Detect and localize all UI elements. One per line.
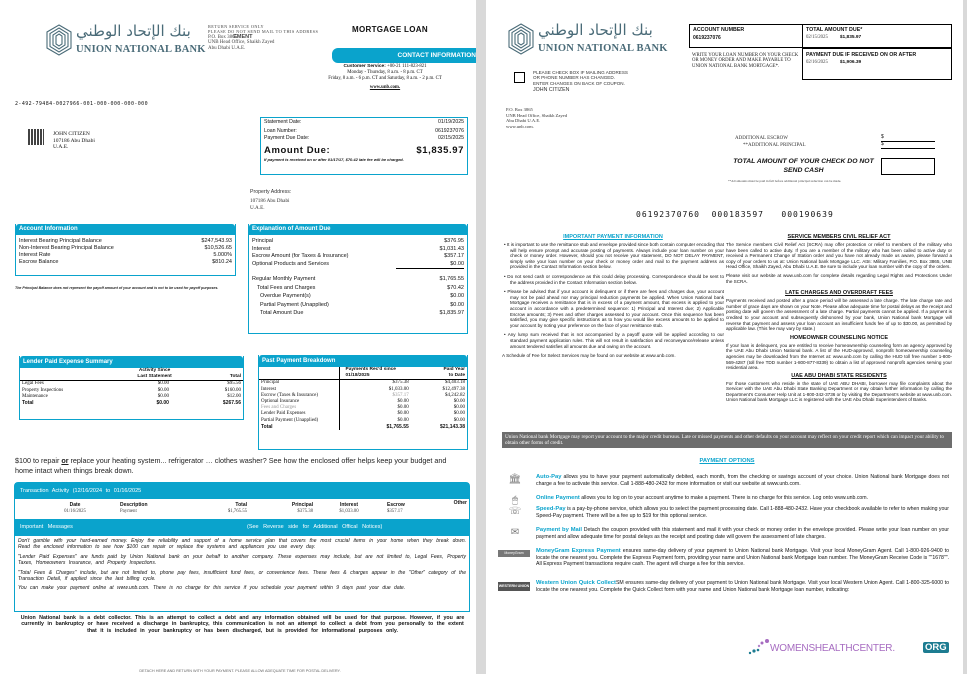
account-info-value: $10,526.65 (204, 245, 232, 251)
customer-service-phone: +00-21 111-823-821 (387, 64, 427, 69)
explanation-value: $1,031.43 (439, 245, 464, 252)
transaction-column-header: Escrow (387, 502, 405, 508)
hours-weekend: Friday, 8 a.m. - 6 p.m. CT and Saturday, 8 a.m. - 2 p.m. CT (328, 75, 442, 81)
statement-page (0, 0, 476, 674)
explanation-value: $1,765.55 (439, 276, 464, 282)
additional-escrow-label: ADDITIONAL ESCROW (735, 136, 789, 141)
lender-paid-since: $0.00 (157, 393, 169, 399)
payment-options-title: PAYMENT OPTIONS (699, 458, 755, 464)
explanation-row (249, 238, 467, 246)
transactions-title: Transaction Activity (12/16/2024 to 01/16/2025 (15, 483, 469, 499)
scra-paragraph-1: The Service members Civil Relief Act (SCRA) may offer protection or relief to members of the military who have been called to active duty. If you are a member of the military who has been called to active duty or received a Permanent Change of Station order and you have not already made us aware, please forward a copy of your orders to us at: Union National bank Mortgage LLC. Attn: Military Families, P.O. Box 3865, UNB Head Office, Shaikh Zayed, Abu Dhabi U.A.E. Be sure to include your loan number with the copy of the orders. (726, 242, 952, 270)
explanation-value: $376.95 (444, 238, 464, 244)
payment-option-description: allows you to have your payment automatically debited, each month, from the checking or savings account of your choice. Union National bank Mortgage does not charge a fee to activate this service. Call 1-888-480-2432 for more information or visit our website at www.unb.com. (536, 474, 949, 487)
explanation-label: Regular Monthly Payment (252, 276, 316, 282)
past-payment-since: $0.00 (397, 405, 409, 411)
explanation-row (249, 275, 467, 284)
western-union-logo-icon: WESTERN UNION (498, 582, 530, 591)
scra-title: SERVICE MEMBERS CIVIL RELIEF ACT (787, 234, 891, 240)
transaction-cell: $357.17 (387, 509, 403, 514)
payment-option-description: ensures same-day delivery of your payment to Union National bank Mortgage. Visit your local MoneyGram Agent. Call 1-800-926-9400 to locate the one nearest you. Complete the Express Payment form, providing your name and Union National bank Mortgage loan number. The MoneyGram Receive Code is ""1678"". All Express Payment transactions require cash. The agent will charge a fee for this service. (536, 548, 949, 567)
total-check-label-1: TOTAL AMOUNT OF YOUR CHECK DO NOT (733, 158, 874, 165)
lender-col-since: Last Statement (137, 374, 172, 380)
customer-service-label: Customer Service: (343, 64, 386, 69)
payment-option-label: Auto-Pay (536, 474, 562, 480)
past-payment-ytd: $0.00 (453, 411, 465, 417)
past-col-since-date: 01/18/2025 (345, 373, 370, 379)
late-charges-paragraph: Payments received and posted after a grace period will be assessed a late charge. The late charge rate and number of grace days are shown on your Note. Please allow adequate time for postal delays as the receipt and posting date will govern the assessment of a late charge. Partial payments cannot be applied. If a payment is credited to your account and subsequently dishonored by your bank, Union National bank Mortgage will reverse that payment and assess your loan account an insufficient funds fee of up to $30.00, as permitted by applicable law. (This fee may vary by state.) (726, 298, 952, 332)
dollar-sign: $ (881, 134, 884, 140)
account-info-row (16, 252, 235, 259)
principal-balance-footnote: The Principal Balance does not represent the payoff amount of your account and is not to be used for payoff purposes. (15, 286, 219, 290)
past-payment-since: $0.00 (397, 417, 409, 423)
explanation-value: $0.00 (450, 301, 464, 308)
lender-total-label: Total (22, 400, 34, 407)
remit-city: Abu Dhabi U.A.E. (506, 118, 541, 123)
lender-paid-row (20, 381, 243, 388)
account-info-value: $810.24 (212, 259, 232, 265)
messages-reverse-note: (See Reverse side for Additional Offical Notices) (247, 524, 383, 530)
scra-paragraph-2: Please visit our website at www.unb.com for complete details regarding Legal Rights and Protections Under the SCRA. (726, 272, 952, 284)
payment-options-list (486, 474, 963, 624)
total-due-box (802, 24, 952, 48)
due-date-label: Payment Due Date: (264, 134, 310, 141)
hours-weekday: Monday - Thursday, 8 a.m. - 8 p.m. CT (347, 69, 423, 75)
total-check-label-2: SEND CASH (783, 166, 824, 174)
recipient-name: JOHN CITIZEN (53, 131, 90, 137)
recipient-address (53, 131, 95, 151)
transaction-cell: Payment (120, 509, 137, 514)
past-payment-row (259, 380, 467, 387)
past-payment-label: Fees and Charges (259, 405, 339, 411)
explanation-value: $1,835.97 (439, 310, 464, 316)
bank-logo (508, 21, 668, 61)
recipient-city: 107186 Abu Dhabi (53, 137, 95, 144)
recipient-country: U.A.E. (53, 144, 69, 151)
scanline: 2-492-79484-0027966-001-000-000-000-000 (15, 101, 148, 107)
messages-header (15, 519, 469, 536)
return-do-not-send-line: PLEASE DO NOT SEND MAIL TO THIS ADDRESS (208, 28, 319, 34)
transactions-panel (14, 482, 470, 612)
payment-option-label: Western Union Quick Collect (536, 580, 616, 586)
explanation-label: Optional Products and Services (252, 260, 330, 267)
contact-info-header: CONTACT INFORMATION (332, 48, 476, 63)
total-due-date: 02/15/2025 (806, 35, 828, 40)
promo-text-1: $100 to repair (15, 456, 62, 465)
legal-notices (726, 234, 952, 403)
past-col-to-date: to Date (448, 373, 465, 379)
counseling-title: HOMEOWNER COUNSELING NOTICE (789, 334, 889, 341)
explanation-row (249, 309, 467, 318)
important-info-bullet: • Do not send cash or correspondence as this could delay processing. Correspondence should be sent to the address provided in the Contact Information section below. (504, 273, 724, 285)
additional-principal-label: **ADDITIONAL PRINCIPAL (743, 143, 806, 148)
payment-option-description: SM ensures same-day delivery of your payment to Union National bank Mortgage. Visit your local Western Union Agent. Call 1-800-325-6000 to locate the one nearest you. Complete the Quick Collect form with your name and Union National bank Mortgage loan number, indicating: (536, 580, 950, 593)
transaction-column-header: Interest (339, 502, 359, 508)
payer-name: JOHN CITIZEN (533, 87, 570, 94)
past-payment-ytd: $0.00 (453, 399, 465, 405)
additional-principal-field[interactable] (881, 141, 935, 149)
late-payment-label: PAYMENT DUE IF RECEIVED ON OR AFTER (806, 52, 917, 58)
important-message-paragraph: You can make your payment online at www.unb.com. There is no charge for this service if you schedule your payment within 9 days past your due date. (18, 585, 406, 592)
payment-option-label: Online Payment (536, 495, 580, 501)
explanation-value: $357.17 (444, 253, 464, 259)
account-number-label: ACCOUNT NUMBER (693, 27, 745, 33)
return-address-street: UNB Head Office, Shaikh Zayed (208, 40, 275, 46)
lender-paid-title: Lender Paid Expense Summary (20, 356, 243, 368)
past-payment-ytd: $12,497.38 (442, 386, 465, 392)
payment-coupon-page (486, 0, 963, 674)
fee-schedule-note: A Schedule of Fee for Select Services may be found on our website at www.unb.com. (502, 353, 676, 359)
bank-name-arabic: بنك الإتحاد الوطني (538, 21, 653, 39)
return-address-city: Abu Dhabi U.A.E. (208, 45, 246, 51)
past-payment-since: $0.00 (397, 411, 409, 417)
lender-total-total: $267.56 (222, 400, 241, 407)
address-change-checkbox[interactable] (514, 72, 525, 83)
past-payment-title: Past Payment Breakdown (259, 355, 467, 367)
watermark-tld-badge: ORG (925, 642, 947, 653)
envelope-icon: ✉ (510, 527, 520, 538)
explanation-title: Explanation of Amount Due (249, 224, 467, 235)
payment-option-description: allows you to log on to your account anytime to make a payment. There is no charge for this service. Log onto www.unb.com. (579, 495, 869, 501)
past-total-label: Total (259, 424, 339, 430)
property-country: U.A.E. (250, 204, 265, 211)
past-payment-label: Interest (259, 387, 339, 393)
explanation-row (249, 246, 467, 254)
promo-text-2: replace your heating system... refrigerator … clothes washer? See how the enclosed offer helps keep your budget and home intact when things break down. (15, 456, 447, 475)
payment-option-label: Payment by Mail (536, 527, 582, 533)
explanation-row (249, 253, 467, 261)
bank-name-latin: UNION NATIONAL BANK (538, 43, 668, 54)
bank-logo-mark-icon (46, 24, 72, 56)
return-address (208, 25, 338, 51)
account-info-label: Escrow Balance (19, 259, 59, 265)
account-number-box (689, 24, 803, 48)
return-service-line: RETURN SERVICE ONLY (208, 24, 265, 29)
total-check-amount-field[interactable] (881, 158, 935, 175)
transaction-column-header: Description (120, 502, 148, 508)
explanation-panel (248, 224, 468, 334)
state-residents-paragraph: For those customers who reside in the state of UAE ABU DHABI, borrower may file complaints about the Servicer with the UAE Abu Dhabi State Banking Department or may obtain further information by calling the Department's Consumer Help Unit at 1-800-342-3736 or by visiting the Department's website at www.unb.com. Union National bank Mortgage LLC is registered with the UAE Abu Dhabi Superintendent of Banks. (726, 380, 952, 403)
past-payment-label: Escrow (Taxes & Insurance) (259, 393, 339, 399)
explanation-row (249, 292, 467, 301)
payment-option-text (536, 580, 949, 593)
transaction-cell: $1,765.55 (227, 509, 247, 514)
property-address (250, 198, 289, 211)
past-payment-ytd: $0.00 (453, 405, 465, 411)
bank-logo (46, 22, 206, 62)
past-payment-label: Optional Insurance (259, 399, 339, 405)
phone-icon: ☏ (508, 506, 522, 517)
statement-date-label: Statement Date: (264, 119, 302, 125)
past-payment-since: $1,033.00 (388, 386, 409, 392)
important-info-bullet: • Please be advised that if your account is delinquent or if there are fees and charges due, your account may not be paid ahead nor may principal reduction payments be applied. When Union National bank Mortgage receives a remittance that is in excess of a payment amount, that excess is applied to your account in accordance with a predetermined sequence: 1) Principal and Interest due; 2) Applicable Escrow amounts; 3) Fees and other charges assessed to your account. Once this sequence has been satisfied, you may give specific instructions as to how you would like excess amounts to be applied to your account by noting your preference on the face of your remittance stub. (504, 289, 724, 328)
remit-street: UNB Head Office, Shaikh Zayed (506, 112, 568, 118)
explanation-row (249, 284, 467, 293)
explanation-row (249, 301, 467, 310)
past-payment-table (259, 367, 467, 430)
payment-option-label: Speed-Pay (536, 506, 566, 512)
payment-option-description: is a pay-by-phone service, which allows you to select the payment processing date. Call 1-888-480-2432. Have your checkbook available to refer to when making your Speed-Pay payment. There will be a fee up to $19 for this optional service. (536, 506, 949, 519)
transaction-column-header: Other (453, 500, 467, 506)
promo-or: or (61, 456, 69, 465)
account-info-row (16, 238, 235, 245)
lender-paid-panel (19, 356, 244, 420)
account-info-row (16, 259, 235, 266)
total-due-label: TOTAL AMOUNT DUE* (806, 27, 863, 33)
statement-date: 01/19/2025 (438, 119, 464, 125)
transaction-column-header: Date (69, 502, 81, 508)
payment-option-label: MoneyGram Express Payment (536, 548, 621, 554)
messages-title: Important Messages (20, 524, 73, 530)
counseling-paragraph: If your loan is delinquent, you are entitled to receive homeownership counseling form an agency approved by the UAE Abu Dhabi Union National bank. A list of the HUD-approved, nonprofit homeownership counseling agencies may be downloaded from the Internet at: www.unb.com by calling the HUD toll free number 1-800-569-4287 (toll free TDD number 1-800-877-8339) to obtain a list of approved nonprofit agencies serving your residential area. (726, 342, 952, 371)
dots-logo-icon (748, 637, 772, 657)
past-payment-since: $0.00 (397, 399, 409, 405)
explanation-value: $0.00 (450, 293, 464, 299)
total-check-label (726, 158, 881, 175)
past-payment-label: Principal (259, 380, 339, 387)
explanation-label: Principal (252, 238, 274, 244)
past-payment-ytd: $4,403.18 (445, 380, 465, 386)
transaction-cell: 01/16/2025 (64, 509, 86, 514)
address-change-instructions (533, 70, 628, 94)
past-total-ytd: $21,143.38 (439, 423, 465, 430)
moneygram-logo-icon: MoneyGram (498, 550, 530, 557)
detach-instruction: DETACH HERE AND RETURN WITH YOUR PAYMENT. PLEASE ALLOW ADEQUATE TIME FOR POSTAL DELIVERY. (139, 669, 341, 673)
explanation-label: Interest (252, 245, 271, 252)
explanation-value: $70.42 (447, 284, 464, 291)
payment-option-text (536, 506, 949, 519)
past-payment-since: $357.17 (392, 392, 409, 398)
bank-name-arabic: بنك الإتحاد الوطني (76, 22, 191, 40)
micr-line: 06192370760 000183597 000190639 (636, 210, 834, 219)
transactions-table (15, 499, 469, 519)
explanation-label: Partial Payment (Unapplied) (260, 301, 329, 308)
account-info-value: 5.000% (213, 252, 232, 258)
credit-reporting-notice: Union National bank Mortgage may report your account to the major credit bureaus. Late or missed payments and other defaults on your account may reflect on your credit report which can impact your ability to obtain other forms of credit. (502, 432, 952, 448)
lender-col-activity: Activity Since (138, 368, 171, 373)
lender-total-since: $0.00 (156, 400, 169, 407)
remit-po-box: P.O. Box 3865 (506, 107, 533, 112)
amount-due-label: Amount Due: (264, 145, 331, 156)
loan-number-label: Loan Number: (264, 128, 297, 134)
mouse-hand-icon: 🖱 (512, 495, 518, 506)
past-total-since: $1,765.55 (386, 423, 409, 430)
property-address-label: Property Address: (250, 189, 292, 195)
bank-name-latin: UNION NATIONAL BANK (76, 44, 206, 55)
amount-due: $1,835.97 (416, 145, 464, 156)
important-message-paragraph: "Total Fees & Charges" include, but are not limited to, phone pay fees, insufficient fund fees, or convenience fees. These fees & charges appear in the "Other" category of the Transaction Detail, if applied since the last billing cycle. (18, 569, 466, 583)
remit-website: www.unb.com. (506, 123, 534, 129)
late-payment-date: 02/16/2025 (806, 60, 828, 65)
transaction-cell: $1,033.00 (339, 509, 359, 514)
past-payment-panel (258, 355, 468, 450)
past-payment-ytd: $4,242.82 (445, 392, 465, 398)
past-payment-label: Partial Payment (Unapplied) (259, 418, 339, 424)
payment-option-text (536, 495, 949, 502)
late-charges-title: LATE CHARGES AND OVERDRAFT FEES (785, 290, 893, 297)
explanation-label: Total Amount Due (260, 310, 304, 316)
explanation-label: Escrow Amount (for Taxes & Insurance) (252, 253, 349, 259)
loan-number: 0619237076 (435, 128, 464, 134)
lender-paid-total: $12.00 (227, 393, 241, 399)
lender-paid-since: $0.00 (157, 387, 169, 393)
dollar-sign: $ (881, 141, 884, 147)
lender-paid-table (20, 368, 243, 406)
important-message-paragraph: "Lender Paid Expenses" are funds paid by Union National bank on your behalf to another company. These expenses may include, but are not limited to, Legal Fees, Property Taxes, Homeowners Insurance, and Property Inspections. (18, 553, 466, 567)
state-residents-title: UAE ABU DHABI STATE RESIDENTS (791, 372, 887, 379)
late-payment-box (802, 48, 952, 80)
important-message-paragraph: Don't gamble with your hard-earned money. Enjoy the reliability and support of a home service plan that covers the most crucial items in your home when they break down. Read the enclosed information to see how $100 can repair or replace the systems and appliances you use every day. (18, 538, 466, 551)
transaction-column-header: Principal (291, 502, 313, 508)
past-payment-since: $375.38 (392, 380, 409, 386)
account-info-row (16, 245, 235, 252)
watermark-text: WOMENSHEALTHCENTER. (770, 643, 895, 654)
bank-building-icon: 🏛 (508, 474, 522, 485)
checkbox-text-3: ENTER CHANGES ON BACK OF COUPON. (533, 80, 625, 86)
additional-principal-note: **All amounts must be paid in full before additional principal reduction can be made. (728, 179, 842, 183)
transaction-column-header: Total (235, 502, 247, 508)
checkbox-text-1: PLEASE CHECK BOX IF MAILING ADDRESS (533, 70, 628, 75)
late-payment-amount: $1,906.39 (839, 60, 862, 65)
watermark-logo (748, 637, 958, 657)
checkbox-text-2: OR PHONE NUMBER HAS CHANGED. (533, 75, 615, 81)
past-payment-label: Lender Paid Expenses (259, 411, 339, 417)
property-city: 107186 Abu Dhabi (250, 198, 290, 204)
remittance-address (506, 107, 567, 129)
account-information-panel (15, 224, 236, 276)
document-title: MORTGAGE LOAN (352, 25, 428, 34)
lender-paid-since: $0.00 (157, 381, 169, 387)
home-warranty-promo (15, 456, 465, 475)
return-overlay-text: EMENT (233, 33, 253, 40)
account-info-label: Interest Rate (19, 252, 51, 258)
debt-collector-disclaimer: Union National bank is a debt collector. This is an attempt to collect a debt and any information obtained will be used for that purpose. However, if you are currently in bankruptcy or have received a discharge in bankruptcy, this communication is not an attempt to collect a debt from you personally to the extent that it is included in your bankruptcy or has been discharged, but is provided for informational purposes only. (20, 615, 465, 634)
payment-option-text (536, 474, 949, 487)
late-fee-note: If payment is received on or after 01/17/17, $70.42 late fee will be charged. (264, 157, 404, 162)
payment-instructions: WRITE YOUR LOAN NUMBER ON YOUR CHECK OR MONEY ORDER AND MAKE PAYABLE TO UNION NATIONAL BANK MORTGAGE*. (692, 53, 799, 69)
past-payment-ytd: $0.00 (453, 417, 465, 423)
contact-info (290, 64, 476, 91)
lender-paid-label: Maintenance (22, 393, 48, 399)
account-info-label: Non-Interest Bearing Principal Balance (19, 245, 114, 251)
account-info-value: $247,543.93 (201, 238, 232, 244)
due-date: 02/15/2025 (438, 134, 464, 141)
lender-paid-label: Legal Fees (22, 381, 44, 387)
statement-summary-box (260, 117, 468, 175)
explanation-label: Overdue Payment(s) (260, 293, 311, 299)
account-information-title: Account Information (16, 224, 235, 235)
website-link[interactable]: www.unb.com. (369, 85, 401, 91)
lender-paid-total: $160.00 (224, 387, 241, 393)
account-number: 0619237076 (693, 35, 721, 41)
important-payment-info (502, 234, 724, 359)
return-po-box: P.O. Box 3865 (208, 34, 238, 40)
important-info-bullet: • Any lump sum received that is not accompanied by a payoff quote will be applied according to our standard payment application rules. This will not result in satisfaction and reconveyance/release unless amount tendered satisfies all amounts due and owing on the account. (504, 332, 724, 349)
explanation-label: Total Fees and Charges (257, 284, 316, 291)
account-info-label: Interest Bearing Principal Balance (19, 238, 102, 244)
important-info-bullet: • It is important to use the remittance stub and envelope provided since both contain computer encoding that will help ensure prompt and accurate posting of payments. Always include your loan number on your check or money order. However, should you not receive your statement, DO NOT DELAY PAYMENT, simply write your loan number on your check or money order and mail to the payment address as provided in the Contact Information section below. (504, 242, 724, 270)
lender-paid-label: Property Inspections (22, 387, 64, 393)
barcode-icon (28, 129, 44, 145)
explanation-row (249, 261, 467, 269)
payment-option-text (536, 548, 949, 568)
explanation-value: $0.00 (450, 260, 464, 267)
transaction-cell: $375.38 (297, 509, 313, 514)
lender-paid-total: $95.56 (227, 381, 241, 387)
payment-option-description: Detach the coupon provided with this statement and mail it with your check or money order in the envelope provided. Please write your loan number on your payment and allow adequate time for postal delays as the receipt and posting date will govern the assessment of late charges. (536, 527, 949, 540)
past-col-paid-year: Paid Year (443, 367, 465, 372)
bank-logo-mark-icon (508, 23, 534, 55)
lender-col-total: Total (229, 374, 241, 380)
total-due-amount: $1,835.97 (839, 35, 862, 40)
past-col-received: Payments Rec'd since (345, 367, 396, 372)
payment-option-text (536, 527, 949, 540)
important-info-title: IMPORTANT PAYMENT INFORMATION (563, 234, 663, 240)
